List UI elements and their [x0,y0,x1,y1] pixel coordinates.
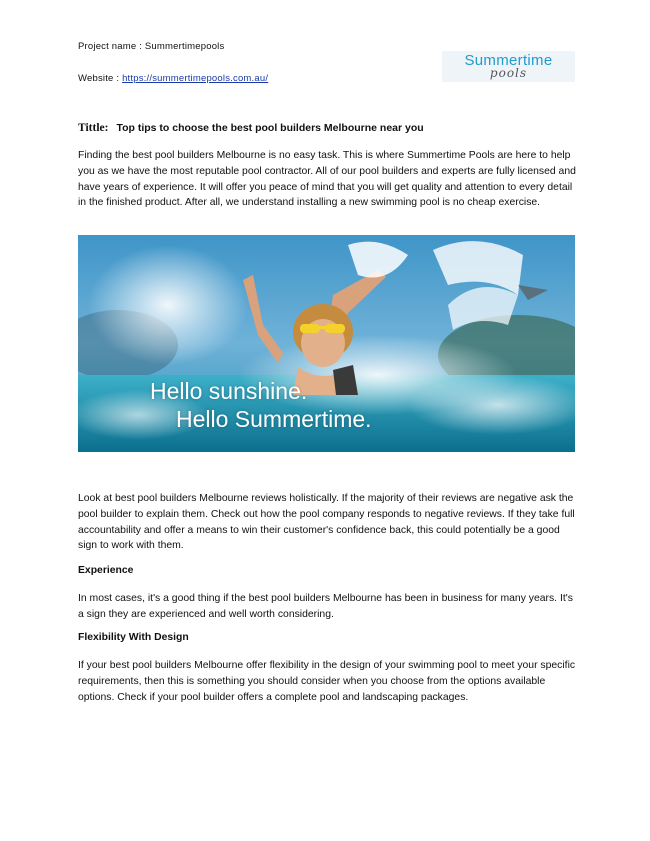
project-name-label: Project name : [78,41,145,52]
flexibility-paragraph: If your best pool builders Melbourne offer flexibility in the design of your swimming pool to meet your specific requirements, then this is something you should consider when you choose from the options available options. Check if your pool builder offers a complete pool and landscaping packages. [78,660,576,703]
reviews-paragraph: Look at best pool builders Melbourne reviews holistically. If the majority of their reviews are negative ask the pool builder to explain them. Check out how the pool company responds to negative reviews. If they take full accountability and offer a means to win their customer's confidence back, this could potentially be a good sign to work with them. [78,493,575,552]
logo-wordmark: Summertime [464,52,553,69]
title-text: Top tips to choose the best pool builders Melbourne near you [116,122,424,134]
hero-tagline-line2: Hello Summertime. [176,406,372,432]
website-link[interactable]: https://summertimepools.com.au/ [122,73,269,84]
project-name-line [78,41,224,52]
website-label: Website : [78,73,123,84]
experience-heading: Experience [78,565,134,576]
logo-script: pools [489,66,528,80]
hero-image [78,235,575,452]
intro-paragraph: Finding the best pool builders Melbourne is no easy task. This is where Summertime Pools are here to help you as we have the most reputable pool contractor. All of our pool builders and experts are fully licensed and have years of experience. It will offer you peace of mind that you will get quality and attention to every detail in the finished product. After all, we understand installing a new swimming pool is no cheap exercise. [78,150,576,209]
article-title [78,122,578,134]
hero-tagline-line1: Hello sunshine. [150,378,308,404]
flexibility-heading: Flexibility With Design [78,632,189,643]
project-name-value: Summertimepools [144,41,225,52]
experience-paragraph: In most cases, it's a good thing if the best pool builders Melbourne has been in business for many years. It's a sign they are experienced and well worth considering. [78,593,573,620]
summertime-pools-logo [442,51,575,82]
title-label: Tittle: [78,122,109,134]
website-line [78,73,268,84]
